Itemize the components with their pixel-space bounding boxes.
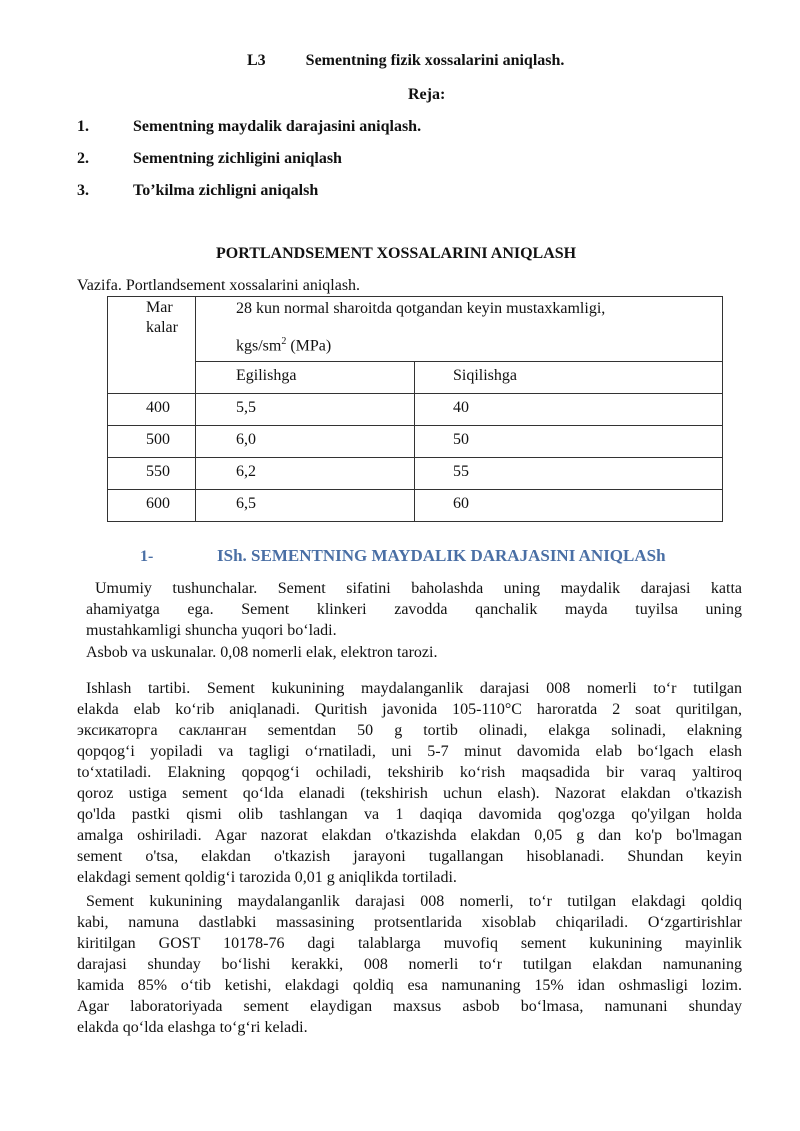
text-line: эксикаторга сакланган sementdan 50 g tortib olinadi, elakga solinadi, elakning [77, 722, 742, 739]
paragraph-result [77, 891, 742, 1038]
compression-cell: 55 [415, 458, 723, 490]
text-line: darajasi shunday bo‘lishi kerakki, 008 nomerli to‘r tutilgan elakdan namunaning [77, 956, 742, 973]
lab-title [247, 52, 564, 70]
plan-item-number: 3. [77, 182, 89, 199]
brand-cell: 550 [108, 458, 196, 490]
text-line: elakda elab ko‘rib aniqlanadi. Quritish javonida 105-110°C haroratda 2 soat quritilgan, [77, 701, 742, 718]
plan-heading: Reja: [408, 86, 446, 103]
plan-item-number: 2. [77, 150, 89, 167]
text-line: qo'lda pastki qismi olib tashlangan va 1 daqiqa davomida qog'ozga qo'yilgan holda [77, 806, 742, 823]
plan-item-text: Sementning zichligini aniqlash [133, 150, 342, 167]
section1-title: ISh. SEMENTNING MAYDALIK DARAJASINI ANIQLASh [217, 546, 666, 565]
text-line: Sement kukunining maydalanganlik darajasi 008 nomerli, to‘r tutilgan elakdagi qoldiq [86, 893, 742, 910]
text-line: elakdagi sement qoldig‘i tarozida 0,01 g aniqlikda tortiladi. [77, 869, 457, 886]
text-line: qoroz ustiga sement qo‘lda elanadi (tekshirish uchun elash). Nazorat elakdan o'tkazish [77, 785, 742, 802]
text-line: qopqog‘i yopiladi va tagligi o‘rnatiladi, uni 5-7 minut davomida elab bo‘lgach elash [77, 743, 742, 760]
text-line: sement o'tsa, elakdan o'tkazish jarayoni tugallangan hisoblanadi. Shundan keyin [77, 848, 742, 865]
table-row [108, 490, 723, 522]
text-line: kamida 85% o‘tib ketishi, elakdagi qoldiq esa namunaning 15% idan oshmasligi lozim. [77, 977, 742, 994]
paragraph-procedure [77, 678, 742, 888]
paragraph-general [77, 578, 742, 641]
plan-item-text: Sementning maydalik darajasini aniqlash. [133, 118, 422, 135]
bending-cell: 6,2 [196, 458, 415, 490]
text-line: elakda qo‘lda elashga to‘g‘ri keladi. [77, 1019, 308, 1036]
task-line: Vazifa. Portlandsement xossalarini aniqlash. [77, 277, 361, 294]
col-bending-header: Egilishga [196, 362, 415, 394]
table-row [108, 394, 723, 426]
bending-cell: 6,5 [196, 490, 415, 522]
text-line: ahamiyatga ega. Sement klinkeri zavodda qanchalik mayda tuyilsa uning [86, 601, 742, 618]
brand-header: Mar kalar [146, 299, 178, 336]
paragraph-equipment: Asbob va uskunalar. 0,08 nomerli elak, elektron tarozi. [86, 644, 438, 661]
bending-cell: 6,0 [196, 426, 415, 458]
plan-item-text: To’kilma zichligni aniqalsh [133, 182, 319, 199]
text-line: Agar laboratoriyada sement elaydigan maxsus asbob bo‘lmasa, namunani shunday [77, 998, 742, 1015]
text-line: mustahkamligi shuncha yuqori bo‘ladi. [86, 622, 337, 639]
text-line: kiritilgan GOST 10178-76 dagi talablarga muvofiq sement kukunining mayinlik [77, 935, 742, 952]
lab-code: L3 [247, 52, 266, 69]
compression-cell: 60 [415, 490, 723, 522]
table-row [108, 426, 723, 458]
brand-cell: 400 [108, 394, 196, 426]
lab-title-text: Sementning fizik xossalarini aniqlash. [305, 52, 565, 69]
brand-header-cell [108, 297, 196, 394]
bending-cell: 5,5 [196, 394, 415, 426]
text-line: Umumiy tushunchalar. Sement sifatini baholashda uning maydalik darajasi katta [95, 580, 742, 597]
brand-cell: 600 [108, 490, 196, 522]
table-subheader-row [108, 362, 723, 394]
text-line: kabi, namuna dastlabki massasining protsentlarida xisoblab chiqariladi. O‘zgartirishlar [77, 914, 742, 931]
text-line: to‘xtatiladi. Elakning qopqog‘i ochiladi, tekshirib ko‘rish maqsadida bir varaq yaltiroq [77, 764, 742, 781]
strength-header-line1: 28 kun normal sharoitda qotgandan keyin mustaxkamligi, [236, 300, 606, 317]
strength-table [107, 296, 723, 522]
text-line: amalga oshiriladi. Agar nazorat elakdan o'tkazishda elakdan 0,05 g dan ko'p bo'lmagan [77, 827, 742, 844]
table-header-row [108, 297, 723, 362]
brand-cell: 500 [108, 426, 196, 458]
plan-item-number: 1. [77, 118, 89, 135]
compression-cell: 50 [415, 426, 723, 458]
strength-header-tail: (MPa) [286, 337, 332, 355]
col-compression-header: Siqilishga [415, 362, 723, 394]
text-line: Ishlash tartibi. Sement kukunining maydalanganlik darajasi 008 nomerli to‘r tutilgan [86, 680, 742, 697]
strength-header-unit: kgs/sm [236, 337, 282, 355]
section1-number: 1- [140, 548, 154, 565]
table-row [108, 458, 723, 490]
section-title: PORTLANDSEMENT XOSSALARINI ANIQLASH [216, 245, 577, 262]
compression-cell: 40 [415, 394, 723, 426]
unit-superscript: 2 [281, 336, 287, 347]
strength-header-cell [196, 297, 723, 362]
